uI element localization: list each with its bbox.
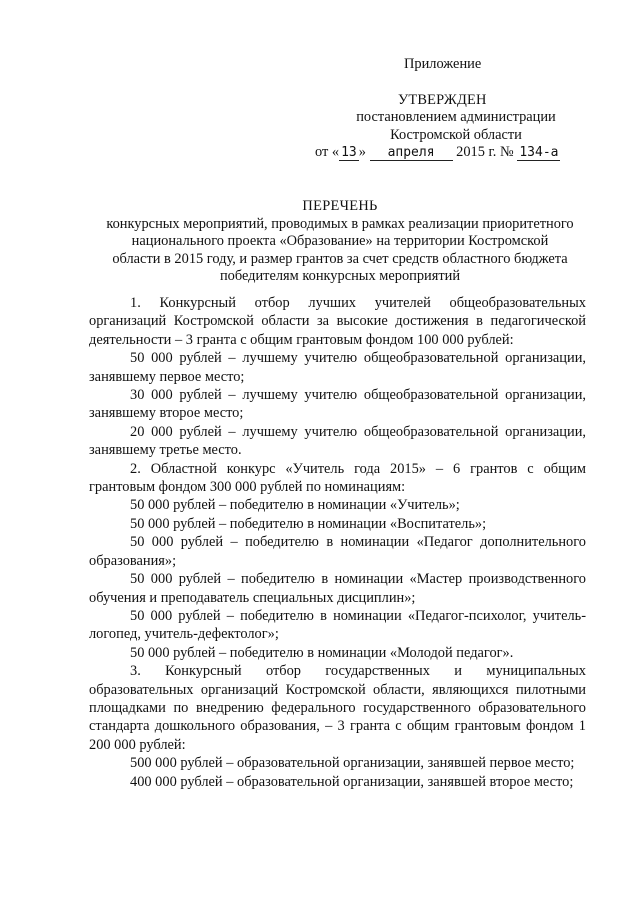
paragraph: 500 000 рублей – образовательной организации, занявшей первое место;: [130, 755, 575, 772]
paragraph: 50 000 рублей – лучшему учителю общеобразовательной организации, занявшему первое место;: [89, 350, 586, 385]
paragraph: 20 000 рублей – лучшему учителю общеобразовательной организации, занявшему третье место.: [89, 423, 586, 459]
appendix-label: Приложение: [404, 56, 482, 72]
paragraph: 1. Конкурсный отбор лучших учителей общеобразовательных организаций Костромской области за высокие достижения в педагогической деятельности – 3 гранта с общим грантовым фондом 100 000 рублей:: [89, 295, 586, 348]
date-year: 2015 г. №: [456, 144, 514, 160]
approved-title: УТВЕРЖДЕН: [398, 92, 487, 108]
document-heading: [80, 198, 600, 286]
heading-title: ПЕРЕЧЕНЬ: [302, 198, 378, 214]
paragraph: 3. Конкурсный отбор государственных и муниципальных образовательных организаций Костромской области, являющихся пилотными площадками по внедрению федерального государственного образовательного стандарта дошкольного образования, – 3 гранта с общим грантовым фондом 1 200 000 рублей:: [89, 663, 586, 753]
approved-by-line2: Костромской области: [390, 127, 522, 143]
paragraph: 30 000 рублей – лучшему учителю общеобразовательной организации, занявшему второе место;: [89, 387, 586, 422]
approved-by-line1: постановлением администрации: [356, 109, 556, 125]
heading-line-1: конкурсных мероприятий, проводимых в рамках реализации приоритетного: [106, 215, 574, 232]
decree-date-line: [315, 144, 560, 161]
paragraph: 50 000 рублей – победителю в номинации «Педагог дополнительного образования»;: [89, 534, 586, 569]
date-mid: »: [358, 144, 366, 160]
paragraph: 400 000 рублей – образовательной организации, занявшей второе место;: [130, 773, 574, 790]
decree-number: 134-а: [519, 145, 559, 160]
document-body: [89, 294, 586, 791]
paragraph: 50 000 рублей – победителю в номинации «Педагог-психолог, учитель-логопед, учитель-дефектолог»;: [89, 607, 586, 643]
paragraph: 50 000 рублей – победителю в номинации «Учитель»;: [130, 497, 460, 514]
date-day: 13: [341, 145, 357, 160]
date-prefix: от «: [315, 144, 340, 160]
paragraph: 2. Областной конкурс «Учитель года 2015» – 6 грантов с общим грантовым фондом 300 000 рублей по номинациям:: [89, 460, 586, 496]
date-month: апреля: [370, 146, 453, 161]
heading-line-4: победителям конкурсных мероприятий: [219, 268, 461, 284]
heading-line-2: национального проекта «Образование» на территории Костромской: [131, 233, 549, 249]
paragraph: 50 000 рублей – победителю в номинации «Воспитатель»;: [130, 515, 487, 532]
heading-line-3: области в 2015 году, и размер грантов за счет средств областного бюджета: [112, 250, 568, 267]
paragraph: 50 000 рублей – победителю в номинации «Мастер производственного обучения и преподаватель специальных дисциплин»;: [89, 571, 586, 606]
paragraph: 50 000 рублей – победителю в номинации «Молодой педагог».: [130, 644, 514, 661]
